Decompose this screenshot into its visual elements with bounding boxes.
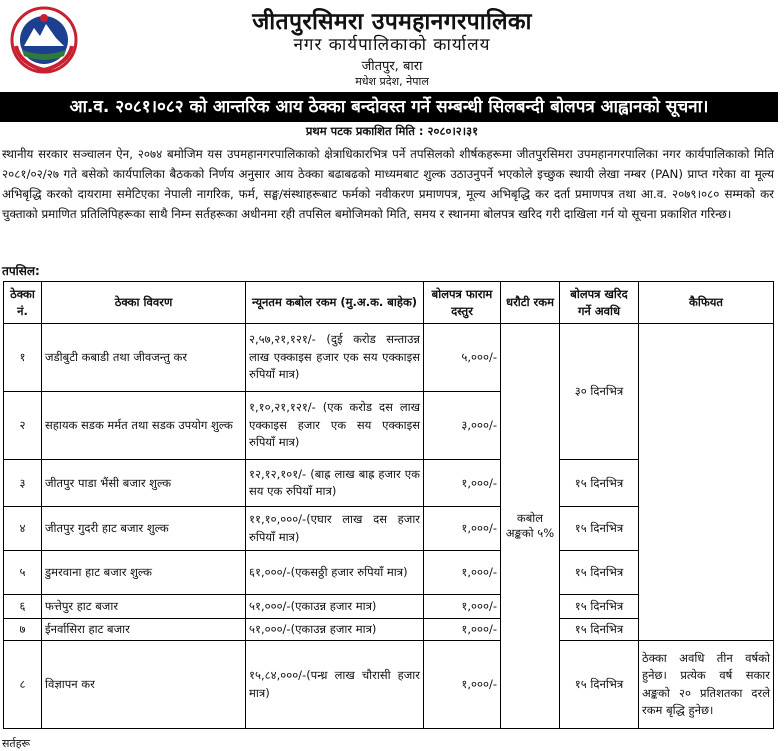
row-amount: १,१०,२१,१२१/- (एक करोड दस लाख एक्काइस हजार एक सय एक्काइस रुपियाँ मात्र) <box>246 392 424 460</box>
row-sn: २ <box>4 392 42 460</box>
row-fee: ५,०००/- <box>424 324 501 392</box>
office-name: नगर कार्यपालिकाको कार्यालय <box>293 35 491 55</box>
row-description: जडीबुटी कबाडी तथा जीवजन्तु कर <box>42 324 246 392</box>
row-fee: १,०००/- <box>424 551 501 595</box>
header-remarks: कैफियत <box>639 282 774 324</box>
row-sn: ६ <box>4 595 42 619</box>
tapsil-label: तपसिल: <box>2 264 40 278</box>
row-sn: ७ <box>4 619 42 641</box>
header-deposit: धरौटी रकम <box>501 282 560 324</box>
row-description: डुमरवाना हाट बजार शुल्क <box>42 551 246 595</box>
row-sn: ५ <box>4 551 42 595</box>
row-description: जीतपुर पाडा भैंसी बजार शुल्क <box>42 460 246 507</box>
conditions-heading-cut: सर्तहरू <box>2 737 31 750</box>
remarks-empty <box>639 324 774 641</box>
row-fee: १,०००/- <box>424 619 501 641</box>
row-amount: १२,१२,१०१/- (बाह्र लाख बाह्र हजार एक सय एक रुपियाँ मात्र) <box>246 460 424 507</box>
province: मधेश प्रदेश, नेपाल <box>355 75 429 88</box>
tender-table <box>3 281 774 729</box>
row-fee: १,०००/- <box>424 595 501 619</box>
row-fee: १,०००/- <box>424 507 501 551</box>
table-row <box>4 324 774 392</box>
row-fee: १,०००/- <box>424 641 501 729</box>
org-name: जीतपुरसिमरा उपमहानगरपालिका <box>252 9 532 35</box>
row-description: जीतपुर गुदरी हाट बजार शुल्क <box>42 507 246 551</box>
table-header-row <box>4 282 774 324</box>
row-sn: ८ <box>4 641 42 729</box>
row-period: १५ दिनभित्र <box>560 595 639 619</box>
row-period: १५ दिनभित्र <box>560 641 639 729</box>
row-amount: ५१,०००/-(एकाउन्न हजार मात्र) <box>246 619 424 641</box>
row-amount: १५,८४,०००/-(पन्ध्र लाख चौरासी हजार मात्र) <box>246 641 424 729</box>
row-amount: ६१,०००/-(एकसठ्ठी हजार रुपियाँ मात्र) <box>246 551 424 595</box>
row-period: १५ दिनभित्र <box>560 507 639 551</box>
table-row <box>4 641 774 729</box>
row-period: १५ दिनभित्र <box>560 460 639 507</box>
row-amount: ५१,०००/-(एकाउन्न हजार मात्र) <box>246 595 424 619</box>
row-description: ईनर्वासिरा हाट बजार <box>42 619 246 641</box>
row-period: १५ दिनभित्र <box>560 551 639 595</box>
notice-paragraph: स्थानीय सरकार सञ्चालन ऐन, २०७४ बमोजिम यस उपमहानगरपालिकाको क्षेत्राधिकारभित्र पर्ने तपसिलको शीर्षकहरूमा जीतपुरसिमरा उपमहानगरपालिका नगर कार्यपालिकाको मिति २०८१/०२/२७ गते बसेको कार्यपालिका बैठकको निर्णय अनुसार आय ठेक्का बढाबढको माध्यमबाट शुल्क उठाउनुपर्ने भएकोले इच्छुक स्थायी लेखा नम्बर (PAN) प्राप्त गरेका वा मूल्य अभिबृद्धि करको दायरामा समेटिएका नेपाली नागरिक, फर्म, सङ्घ/संस्थाहरूबाट फर्मको नवीकरण प्रमाणपत्र, मूल्य अभिबृद्धि कर दर्ता प्रमाणपत्र तथा आ.व. २०७९।०८० सम्मको कर चुक्ताको प्रमाणित प्रतिलिपिहरूका साथै निम्न सर्तहरूका अधीनमा रही तपसिल बमोजिमको मिति, समय र स्थानमा बोलपत्र खरिद गरी दाखिला गर्न यो सूचना प्रकाशित गरिन्छ। <box>2 147 774 221</box>
row-sn: १ <box>4 324 42 392</box>
location: जीतपुर, बारा <box>361 59 423 74</box>
row-remarks: ठेक्का अवधि तीन वर्षको हुनेछ। प्रत्येक वर्ष सकार अङ्कको २० प्रतिशतका दरले रकम बृद्धि हुनेछ। <box>639 641 774 729</box>
row-sn: ४ <box>4 507 42 551</box>
row-description: विज्ञापन कर <box>42 641 246 729</box>
notice-header <box>0 0 784 92</box>
row-description: फत्तेपुर हाट बजार <box>42 595 246 619</box>
row-amount: ११,१०,०००/-(एघार लाख दस हजार रुपियाँ मात्र) <box>246 507 424 551</box>
row-period: ३० दिनभित्र <box>560 324 639 460</box>
row-fee: ३,०००/- <box>424 392 501 460</box>
header-form-fee: बोलपत्र फाराम दस्तुर <box>424 282 501 324</box>
header-purchase-period: बोलपत्र खरिद गर्ने अवधि <box>560 282 639 324</box>
row-amount: २,५७,२१,१२१/- (दुई करोड सन्ताउन्न लाख एक्काइस हजार एक सय एक्काइस रुपियाँ मात्र) <box>246 324 424 392</box>
row-description: सहायक सडक मर्मत तथा सडक उपयोग शुल्क <box>42 392 246 460</box>
header-description: ठेक्का विवरण <box>42 282 246 324</box>
row-sn: ३ <box>4 460 42 507</box>
row-fee: १,०००/- <box>424 460 501 507</box>
notice-title: आ.व. २०८१।०८२ को आन्तरिक आय ठेक्का बन्दोवस्त गर्ने सम्बन्धी सिलबन्दी बोलपत्र आह्वानको सूचना। <box>0 92 778 122</box>
header-sn: ठेक्का नं. <box>4 282 42 324</box>
deposit-value: कबोल अङ्कको ५% <box>501 324 560 729</box>
publish-date: प्रथम पटक प्रकाशित मिति : २०८०।२।३१ <box>305 124 479 138</box>
row-period: १५ दिनभित्र <box>560 619 639 641</box>
header-min-amount: न्यूनतम कबोल रकम (मु.अ.क. बाहेक) <box>246 282 424 324</box>
